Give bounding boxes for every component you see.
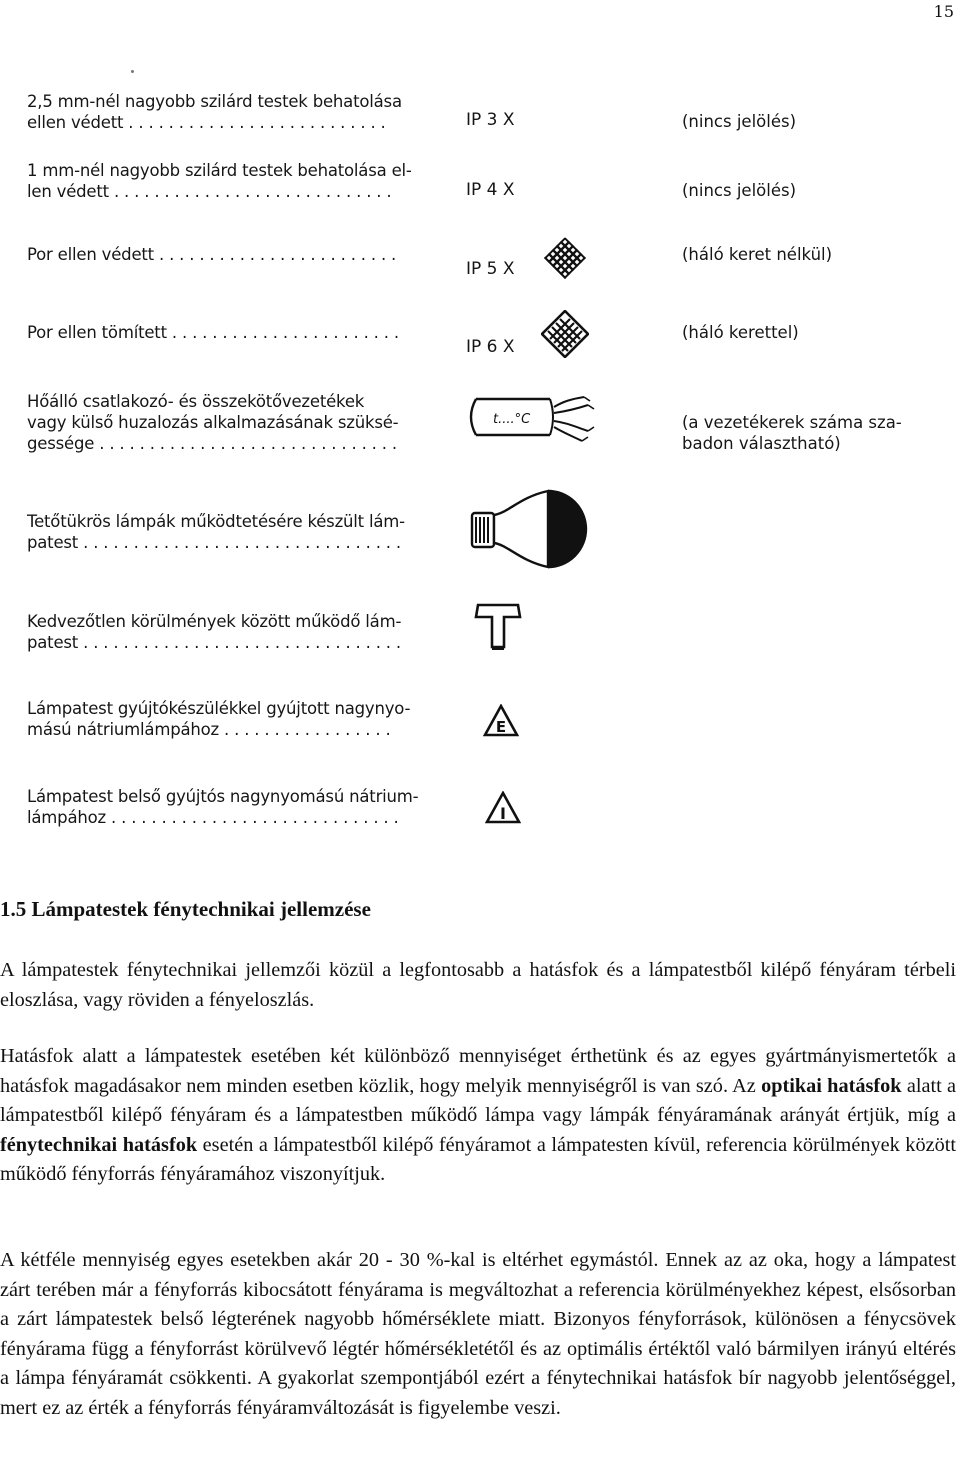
desc-line: lámpához . . . . . . . . . . . . . . . . . . . . . . . . . . . . . <box>27 808 399 827</box>
note-line: (a vezetékerek száma sza- <box>682 413 902 432</box>
desc-line: mású nátriumlámpához . . . . . . . . . . . . . . . . . <box>27 720 391 739</box>
ip-code: IP 5 X <box>466 259 515 279</box>
triangle-e-icon <box>483 704 519 738</box>
ip-row-desc <box>27 160 437 202</box>
ip-note: (háló keret nélkül) <box>682 245 833 264</box>
desc-line: Kedvezőtlen körülmények között működő lám- <box>27 612 402 631</box>
ip-row-desc <box>27 244 437 265</box>
ip-row-desc <box>27 391 437 454</box>
desc-line: patest . . . . . . . . . . . . . . . . . . . . . . . . . . . . . . . . <box>27 633 401 652</box>
ip-note <box>682 412 902 454</box>
mesh-diamond-framed-icon <box>541 310 589 358</box>
desc-line: 2,5 mm-nél nagyobb szilárd testek behatolása <box>27 92 402 111</box>
mesh-diamond-icon <box>543 236 587 280</box>
triangle-e-letter: E <box>495 718 507 736</box>
cable-icon <box>464 393 598 445</box>
term-photometric-efficiency: fénytechnikai hatásfok <box>0 1133 198 1156</box>
paragraph-2-text: esetén a lámpatestből kilépő fényáramot a lámpatesten kívül, referencia körülmények között működő fényforrás fényáramához viszonyítjuk. <box>0 1133 956 1185</box>
ip-row-desc <box>27 511 437 553</box>
triangle-i-letter: I <box>500 804 506 823</box>
ip-row-desc <box>27 322 437 343</box>
desc-line: Lámpatest belső gyújtós nagynyomású nátrium- <box>27 787 419 806</box>
rough-service-icon <box>474 601 524 653</box>
ip-code: IP 4 X <box>466 180 515 200</box>
desc-line: Lámpatest gyújtókészülékkel gyújtott nagynyo- <box>27 699 411 718</box>
triangle-i-icon <box>485 791 521 825</box>
paragraph-2-text: Hatásfok alatt a lámpatestek esetében két különböző mennyiséget érthetünk és az egyes gyártmányismertetők a hatásfok magadásakor nem minden esetben közlik, hogy melyik mennyiségről is van szó. Az <box>0 1045 956 1097</box>
desc-line: Tetőtükrös lámpák működtetésére készült lám- <box>27 512 405 531</box>
paragraph-2 <box>0 1042 956 1190</box>
ip-note: (nincs jelölés) <box>682 112 797 131</box>
paragraph-1: A lámpatestek fénytechnikai jellemzői közül a legfontosabb a hatásfok és a lámpatestből kilépő fényáram térbeli eloszlása, vagy röviden a fényeloszlás. <box>0 959 956 1011</box>
paragraph-3: A kétféle mennyiség egyes esetekben akár 20 - 30 %-kal is eltérhet egymástól. Ennek az az oka, hogy a lámpatest zárt terében már a fényforrás kibocsátott fényárama is megváltozhat a referencia körülményekhez képest, elsősorban a zárt lámpatestek belső légterének nagyobb hőmérséklete miatt. Bizonyos fényforrások, különösen a fénycsövek fényárama függ a fényforrást körülvevő légtér hőmérsékletétől és az optimális értéktől való bármilyen irányú eltérés a lámpa fényáramát csökkenti. A gyakorlat szempontjából ezért a fénytechnikai hatásfok bír nagyobb jelentőséggel, mert ez az érték a fényforrás fényáramváltozását is figyelembe veszi. <box>0 1249 956 1419</box>
scan-speck <box>131 70 134 73</box>
desc-line: Hőálló csatlakozó- és összekötővezetékek <box>27 392 365 411</box>
term-optical-efficiency: optikai hatásfok <box>761 1074 902 1097</box>
ip-code: IP 3 X <box>466 110 515 130</box>
cable-temp-label: t....°C <box>493 412 531 427</box>
desc-line: Por ellen tömített . . . . . . . . . . . . . . . . . . . . . . . <box>27 323 399 342</box>
desc-line: Por ellen védett . . . . . . . . . . . . . . . . . . . . . . . . <box>27 245 397 264</box>
ip-note: (nincs jelölés) <box>682 181 797 200</box>
note-line: badon választható) <box>682 434 841 453</box>
desc-line: 1 mm-nél nagyobb szilárd testek behatolása el- <box>27 161 412 180</box>
ip-row-desc <box>27 91 437 133</box>
ip-code: IP 6 X <box>466 337 515 357</box>
ip-row-desc <box>27 786 437 828</box>
desc-line: len védett . . . . . . . . . . . . . . . . . . . . . . . . . . . . <box>27 182 392 201</box>
desc-line: vagy külső huzalozás alkalmazásának szüksé- <box>27 413 399 432</box>
mirror-lamp-icon <box>468 483 600 575</box>
ip-note: (háló kerettel) <box>682 323 799 342</box>
desc-line: ellen védett . . . . . . . . . . . . . . . . . . . . . . . . . . <box>27 113 386 132</box>
desc-line: patest . . . . . . . . . . . . . . . . . . . . . . . . . . . . . . . . <box>27 533 401 552</box>
ip-row-desc <box>27 611 437 653</box>
paragraph-2-text: alatt a lámpatestből kilépő fényáram és a lámpatestben működő lámpa vagy lámpák fényáramának arányát értjük, míg a <box>0 1074 956 1126</box>
section-heading: 1.5 Lámpatestek fénytechnikai jellemzése <box>0 897 371 921</box>
ip-row-desc <box>27 698 437 740</box>
page-number: 15 <box>933 2 954 21</box>
desc-line: gessége . . . . . . . . . . . . . . . . . . . . . . . . . . . . . . <box>27 434 397 453</box>
